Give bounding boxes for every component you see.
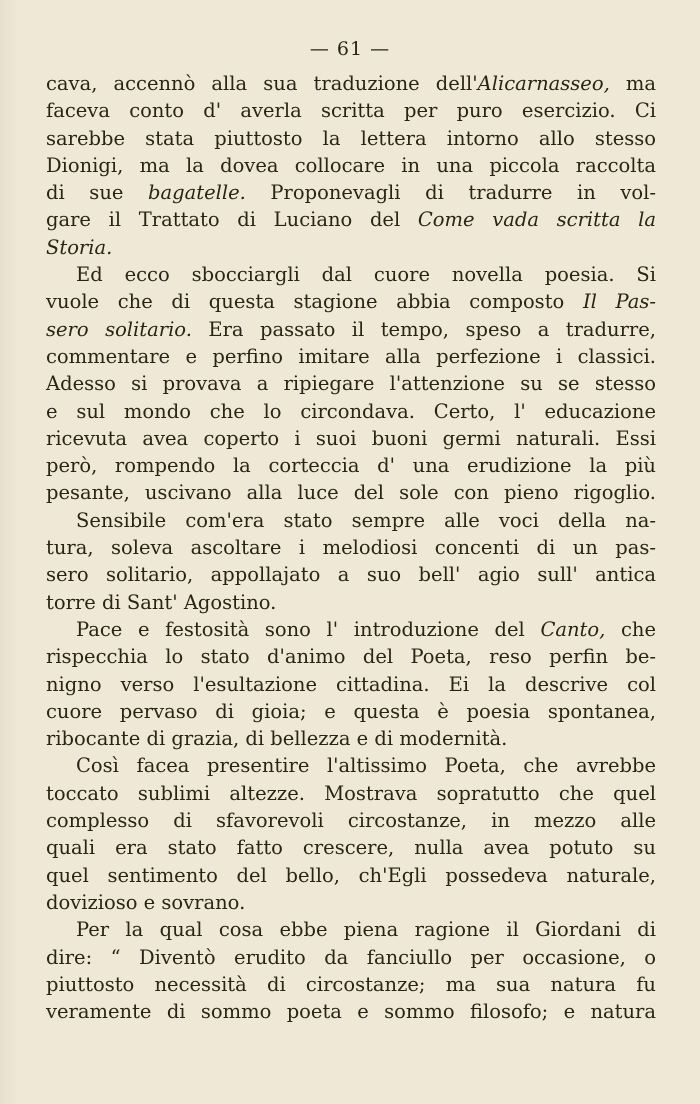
text-run: torre di Sant' Agostino. — [46, 590, 277, 614]
text-run: gare il Trattato di Luciano del — [46, 208, 418, 232]
italic-text-run: Canto, — [540, 617, 606, 641]
text-run: sero solitario, appollajato a suo bell' agio sull' antica — [46, 563, 656, 587]
text-line — [46, 698, 656, 725]
text-line — [46, 234, 656, 261]
text-line — [46, 70, 656, 97]
text-line — [46, 807, 656, 834]
text-line — [46, 834, 656, 861]
text-line — [46, 643, 656, 670]
text-run: vuole che di questa stagione abbia composto — [46, 290, 583, 314]
text-run: Dionigi, ma la dovea collocare in una piccola raccolta — [46, 153, 656, 177]
text-line — [46, 343, 656, 370]
text-line — [46, 561, 656, 588]
text-run: faceva conto d' averla scritta per puro esercizio. Ci — [46, 99, 656, 123]
text-run: toccato sublimi altezze. Mostrava sopratutto che quel — [46, 781, 656, 805]
text-run: dovizioso e sovrano. — [46, 890, 246, 914]
text-line — [46, 589, 656, 616]
text-run: cuore pervaso di gioia; e questa è poesia spontanea, — [46, 699, 656, 723]
text-run: e sul mondo che lo circondava. Certo, l' educazione — [46, 399, 656, 423]
text-line — [46, 398, 656, 425]
text-run: quali era stato fatto crescere, nulla avea potuto su — [46, 836, 656, 860]
text-run: che — [605, 617, 657, 641]
text-run: ricevuta avea coperto i suoi buoni germi naturali. Essi — [46, 426, 656, 450]
text-line — [46, 752, 656, 779]
text-run: commentare e perfino imitare alla perfezione i classici. — [46, 344, 656, 368]
text-line — [46, 370, 656, 397]
text-run: Pace e festosità sono l' introduzione del — [76, 617, 541, 641]
text-line — [46, 152, 656, 179]
text-run: cava, accennò alla sua traduzione dell' — [46, 72, 478, 95]
text-line — [46, 862, 656, 889]
text-run: tura, soleva ascoltare i melodiosi concenti di un pas- — [46, 536, 656, 560]
text-run: Proponevagli di tradurre in vol- — [245, 181, 656, 205]
text-line — [46, 889, 656, 916]
italic-text-run: sero solitario. — [46, 317, 192, 341]
text-line — [46, 316, 656, 343]
text-run: però, rompendo la corteccia d' una erudizione la più — [46, 454, 656, 478]
text-line — [46, 179, 656, 206]
text-run: complesso di sfavorevoli circostanze, in mezzo alle — [46, 809, 656, 833]
text-run: pesante, uscivano alla luce del sole con pieno rigoglio. — [46, 481, 656, 505]
text-run: di sue — [46, 181, 149, 205]
text-run: nigno verso l'esultazione cittadina. Ei la descrive col — [46, 672, 656, 696]
text-run: Adesso si provava a ripiegare l'attenzione su se stesso — [46, 372, 656, 396]
text-run: Per la qual cosa ebbe piena ragione il Giordani di — [76, 918, 656, 942]
body-text — [46, 70, 656, 1025]
text-run: veramente di sommo poeta e sommo filosofo; e natura — [46, 1000, 656, 1024]
italic-text-run: Il Pas- — [582, 290, 657, 314]
text-line — [46, 507, 656, 534]
text-line — [46, 425, 656, 452]
text-line — [46, 288, 656, 315]
page-number: — 61 — — [309, 38, 391, 60]
text-line — [46, 780, 656, 807]
text-line — [46, 452, 656, 479]
text-line — [46, 998, 656, 1025]
text-run: ribocante di grazia, di bellezza e di modernità. — [46, 727, 508, 751]
text-run: Sensibile com'era stato sempre alle voci della na- — [76, 508, 656, 532]
text-run: piuttosto necessità di circostanze; ma sua natura fu — [46, 972, 656, 996]
text-line — [46, 725, 656, 752]
text-run: Ed ecco sbocciargli dal cuore novella poesia. Si — [76, 263, 656, 287]
text-line — [46, 125, 656, 152]
text-line — [46, 97, 656, 124]
text-run: quel sentimento del bello, ch'Egli possedeva naturale, — [46, 863, 656, 887]
text-run: rispecchia lo stato d'animo del Poeta, reso perfin be- — [46, 645, 656, 669]
text-run: dire: “ Diventò erudito da fanciullo per occasione, o — [46, 945, 656, 969]
italic-text-run: Storia. — [46, 235, 113, 259]
italic-text-run: Come vada scritta la — [417, 208, 657, 232]
text-line — [46, 206, 656, 233]
text-line — [46, 944, 656, 971]
text-line — [46, 916, 656, 943]
text-line — [46, 616, 656, 643]
text-line — [46, 534, 656, 561]
text-run: ma — [609, 72, 656, 95]
text-line — [46, 479, 656, 506]
italic-text-run: bagatelle. — [148, 181, 246, 205]
italic-text-run: Alicarnasseo, — [477, 72, 610, 95]
text-line — [46, 671, 656, 698]
text-line — [46, 971, 656, 998]
text-run: Era passato il tempo, speso a tradurre, — [191, 317, 656, 341]
text-line — [46, 261, 656, 288]
text-run: sarebbe stata piuttosto la lettera intorno allo stesso — [46, 126, 656, 150]
text-run: Così facea presentire l'altissimo Poeta, che avrebbe — [76, 754, 656, 778]
